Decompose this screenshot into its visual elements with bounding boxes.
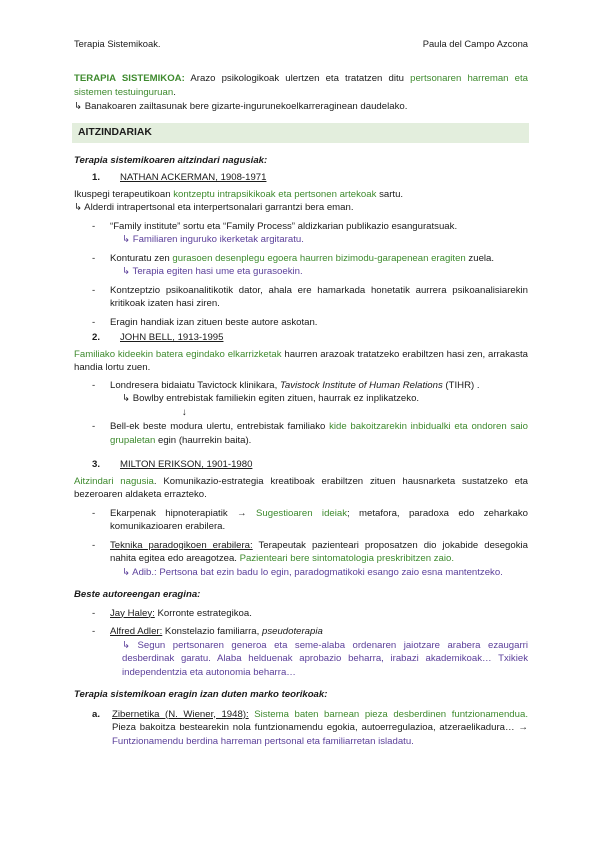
list-item xyxy=(74,420,528,447)
term-label: TERAPIA SISTEMIKOA: xyxy=(74,73,185,84)
highlight: Familiako kideekin batera egindako elkarrizketak xyxy=(74,348,282,360)
text: Terapeutak pazienteari proposatzen dio jokabide desegokia nahita egitea edo areagotzea. xyxy=(110,539,528,564)
highlight: Sistema baten barnean pieza desberdinen funtzionamendua. xyxy=(248,708,528,720)
highlight: Pazienteari bere sintomatologia preskribitzen zaio. xyxy=(239,553,454,564)
text: “Family institute” sortu eta “Family Process” aldizkarian publikazio esanguratsuak. xyxy=(110,220,458,232)
sub-note: ↳ Terapia egiten hasi ume eta gurasoekin. xyxy=(122,266,303,277)
text: Konturatu zen xyxy=(110,252,173,264)
text: egin (haurrekin baita). xyxy=(155,434,252,446)
highlight: kide bakoitzarekin inbidualki eta ondoren saio grupaletan xyxy=(110,421,528,446)
highlight: kontzeptu intrapsikikoak eta pertsonen artekoak xyxy=(173,188,377,200)
list-item xyxy=(74,252,528,279)
text: ; metafora, paradoxa edo zeharkako komunikazioaren erabilera. xyxy=(110,507,528,532)
pioneer-name: JOHN BELL, 1913-1995 xyxy=(120,332,224,343)
sub-note: Funtzionamendu berdina harreman pertsonal eta familiarretan isladatu. xyxy=(112,735,414,747)
section-title: AITZINDARIAK xyxy=(78,127,152,138)
theory-frameworks xyxy=(74,688,528,748)
theory-name: Zibernetika (N. Wiener, 1948): xyxy=(112,708,249,720)
pioneer-ackerman xyxy=(74,171,528,334)
section-heading-bar xyxy=(72,123,529,143)
subtitle: Terapia sistemikoan eragin izan duten marko teorikoak: xyxy=(74,689,328,700)
down-arrow-icon: ↓ xyxy=(182,406,187,418)
list-item xyxy=(74,625,528,679)
bullet-list xyxy=(74,220,528,330)
item-number: 1. xyxy=(92,172,101,183)
text: Ikuspegi terapeutikoan xyxy=(74,188,174,200)
pioneer-name: NATHAN ACKERMAN, 1908-1971 xyxy=(120,172,267,183)
bullet-list xyxy=(74,507,528,580)
text: Konstelazio familiarra, xyxy=(162,626,262,637)
pioneer-erikson xyxy=(74,458,528,584)
text: zuela. xyxy=(465,252,495,264)
text: sartu. xyxy=(376,188,404,200)
list-item xyxy=(74,379,528,420)
text: pseudoterapia xyxy=(261,626,323,637)
technique-label: Teknika paradogikoen erabilera: xyxy=(110,539,253,551)
text: Bell-ek beste modura ulertu, entrebistak familiako xyxy=(110,421,330,432)
text: Ekarpenak hipnoterapiatik → xyxy=(110,507,257,519)
highlight: Aitzindari nagusia xyxy=(74,475,154,487)
item-letter: a. xyxy=(92,708,101,720)
institute-name: Tavistock Institute of Human Relations xyxy=(279,379,443,391)
sub-note: ↳ Familiaren inguruko ikerketak argitaratu. xyxy=(122,234,304,245)
subtitle: Beste autoreengan eragina: xyxy=(74,589,201,600)
highlight: gurasoen desenplegu egoera haurren bizimodu-garapenean eragiten xyxy=(172,252,466,264)
sub-note: ↳ Bowlby entrebistak familiekin egiten zituen, haurrak ez inplikatzeko. xyxy=(122,393,420,404)
text: . Komunikazio-estrategia kreatiboak erabiltzen zituen hausnarketa sustatzeko eta bezeroaren aldaketa errazteko. xyxy=(74,475,528,500)
header-author: Paula del Campo Azcona xyxy=(422,38,528,49)
intro-text: Arazo psikologikoak ulertzen eta tratatzen ditu xyxy=(184,73,411,84)
sub-note: ↳ Adib.: Pertsona bat ezin badu lo egin, paradogmatikoki esango zaio esna mantentzeko. xyxy=(122,566,503,578)
author-name: Jay Haley: xyxy=(110,607,155,619)
list-item: - Eragin handiak izan zituen beste autore askotan. xyxy=(74,316,528,330)
list-item xyxy=(74,539,528,580)
header-title: Terapia Sistemikoak. xyxy=(74,38,161,49)
highlight: Sugestioaren ideiak xyxy=(256,507,347,519)
item-number: 2. xyxy=(92,332,101,343)
pioneer-bell xyxy=(74,331,528,452)
intro-paragraph xyxy=(74,72,528,114)
list-item xyxy=(74,220,528,247)
list-item: - Kontzeptzio psikoanalitikotik dator, ahala ere hamarkada honetatik aurrera psikoanalisiarekin kritikoak izaten hasi ziren. xyxy=(74,284,528,311)
list-item xyxy=(74,607,528,621)
main-subtitle-block xyxy=(74,154,528,168)
intro-line2: ↳ Banakoaren zailtasunak bere gizarte-ingurunekoelkarreraginean daudelako. xyxy=(74,101,408,112)
text: Pieza bakoitza bestearekin nola funtzionamendu egokia, autoerregulazioa, atzeraelikadura… → xyxy=(112,722,528,733)
intro-end: . xyxy=(173,87,176,98)
item-number: 3. xyxy=(92,459,101,470)
list-item xyxy=(74,507,528,534)
text: Londresera bidaiatu Tavictock klinikara, xyxy=(110,379,280,391)
note: ↳ Alderdi intrapertsonal eta interpertsonalari garrantzi bera eman. xyxy=(74,202,354,213)
text: (TIHR) . xyxy=(442,379,480,391)
bullet-list xyxy=(74,607,528,680)
main-subtitle: Terapia sistemikoaren aitzindari nagusiak: xyxy=(74,155,268,166)
intro-highlight: pertsonaren harreman eta sistemen testuinguruan xyxy=(74,73,528,98)
pioneer-name: MILTON ERIKSON, 1901-1980 xyxy=(120,459,253,470)
text: Korronte estrategikoa. xyxy=(154,607,252,619)
text: haurren arazoak tratatzeko erabiltzen hasi zen, arrakasta handia lortu zuen. xyxy=(74,348,529,373)
other-authors xyxy=(74,588,528,684)
bullet-list xyxy=(74,379,528,448)
author-name: Alfred Adler: xyxy=(110,626,163,637)
sub-note: ↳ Segun pertsonaren generoa eta seme-alaba ordenaren jaiotzare arabera ezaugarri desberdinak garatu. Alaba helduenak aprobazio beharra, irabazi akademikoak… Txikiek independentzia eta autonomia beharra… xyxy=(122,639,528,678)
